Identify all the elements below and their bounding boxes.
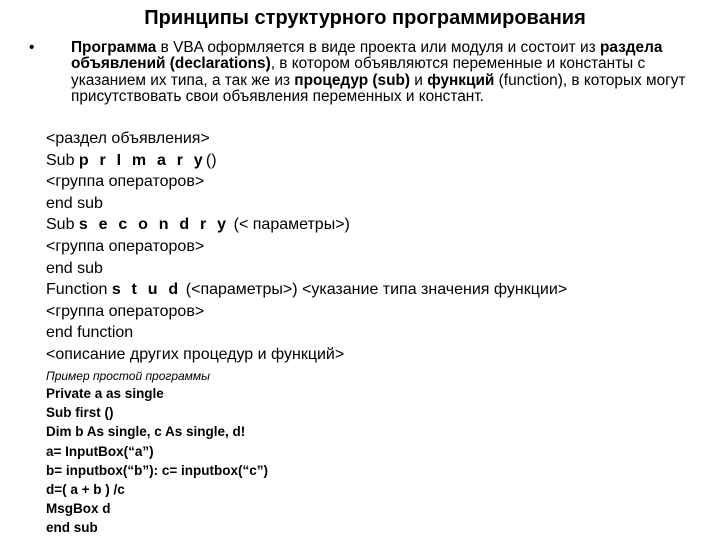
code-line: Sub first () [46,405,114,421]
code-line: b= inputbox(“b”): c= inputbox(“c”) [46,462,268,478]
end-sub-line: end sub [46,194,103,212]
other-procedures-line: <описание других процедур и функций> [46,345,345,363]
term-program: Программа [71,39,157,56]
sub-keyword: Sub [46,216,79,234]
end-function-line: end function [46,324,134,342]
sub-primary-name: p r I m a r y [78,151,206,169]
bullet-text-part: и [410,71,428,89]
function-name: s t u d [111,281,182,299]
function-args: (<параметры>) <указание типа значения функции> [181,281,568,299]
bullet-text [46,40,714,106]
operators-group-line: <группа операторов> [46,173,205,191]
sub-primary-line [46,150,714,172]
term-functions: функций [427,71,495,89]
function-keyword: Function [46,281,112,299]
operators-group-line: <группа операторов> [46,302,205,320]
bullet-paragraph [29,39,714,106]
decl-section-line: <раздел объявления> [46,130,210,147]
term-declarations: раздела объявлений (declarations) [71,39,663,73]
sub-secondary-line [46,214,714,236]
code-line: MsgBox d [46,501,111,517]
sub-secondary-args: (< параметры>) [229,216,350,234]
term-procedures: процедур (sub) [294,71,411,89]
bullet-text-part: (function), в которых могут присутствовать свои объявления переменных и констант. [71,71,686,106]
code-line: Dim b As single, c As single, d! [46,424,246,440]
structure-lines [46,128,714,366]
sub-secondary-name: s e c o n d r y [78,216,230,234]
bullet-text-part: , в котором объявляются переменные и константы с указанием их типа, а так же из [71,55,646,89]
page-title: Принципы структурного программирования [144,7,586,29]
bullet-marker: • [29,39,35,56]
sub-keyword: Sub [46,151,79,169]
sub-primary-args: () [205,151,217,169]
end-sub-line: end sub [46,259,103,277]
function-line [46,279,714,301]
code-line: Private a as single [46,386,164,401]
operators-group-line: <группа операторов> [46,237,205,255]
code-line: end sub [46,520,98,536]
code-line: a= InputBox(“a”) [46,443,154,459]
example-caption: Пример простой программы [46,369,210,383]
example-block [46,368,714,538]
bullet-text-part: в VBA оформляется в виде проекта или модуля и состоит из [156,39,600,56]
code-line: d=( a + b ) /c [46,482,125,498]
